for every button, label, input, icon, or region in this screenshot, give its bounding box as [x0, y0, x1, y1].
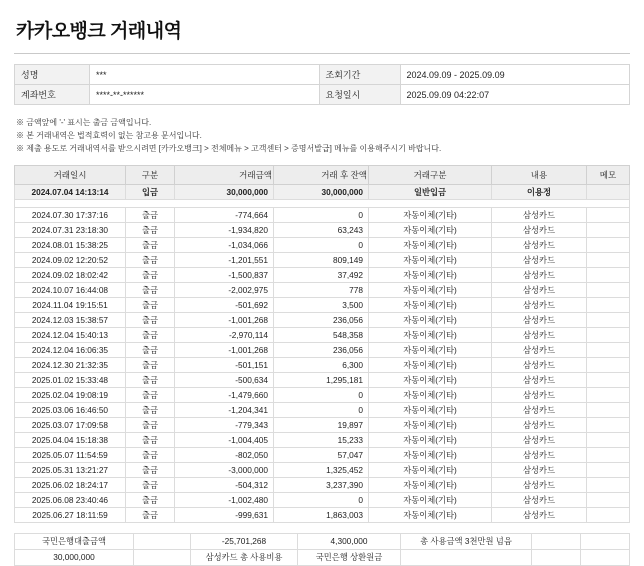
- cell-date: 2024.12.03 15:38:57: [15, 312, 126, 327]
- cell-kind: 출금: [126, 432, 175, 447]
- cell-date: 2025.03.06 16:46:50: [15, 402, 126, 417]
- transaction-table-body: [15, 184, 630, 522]
- cell-memo: [587, 312, 630, 327]
- summary-cell: [401, 549, 532, 565]
- cell-content: 삼성카드: [492, 462, 587, 477]
- column-header-balance: 거래 후 잔액: [274, 165, 369, 184]
- cell-kind: 출금: [126, 387, 175, 402]
- cell-memo: [587, 297, 630, 312]
- cell-content: 삼성카드: [492, 222, 587, 237]
- cell-content: 이용정: [492, 184, 587, 199]
- cell-date: 2025.03.07 17:09:58: [15, 417, 126, 432]
- cell-amount: -1,001,268: [175, 342, 274, 357]
- cell-kind: 출금: [126, 222, 175, 237]
- title-divider: [14, 53, 630, 54]
- cell-kind: 출금: [126, 282, 175, 297]
- cell-memo: [587, 237, 630, 252]
- cell-balance: 236,056: [274, 312, 369, 327]
- cell-content: 삼성카드: [492, 357, 587, 372]
- cell-kind: 출금: [126, 507, 175, 522]
- cell-date: 2025.05.31 13:21:27: [15, 462, 126, 477]
- cell-balance: 19,897: [274, 417, 369, 432]
- cell-content: 삼성카드: [492, 417, 587, 432]
- cell-amount: -3,000,000: [175, 462, 274, 477]
- cell-kind: 출금: [126, 417, 175, 432]
- table-row: [15, 357, 630, 372]
- info-row: [15, 85, 630, 105]
- cell-amount: -1,002,480: [175, 492, 274, 507]
- cell-type: 자동이체(기타): [369, 327, 492, 342]
- cell-date: 2024.09.02 18:02:42: [15, 267, 126, 282]
- cell-content: 삼성카드: [492, 312, 587, 327]
- cell-type: 자동이체(기타): [369, 477, 492, 492]
- cell-kind: 출금: [126, 462, 175, 477]
- summary-cell: [581, 549, 630, 565]
- cell-date: 2025.06.02 18:24:17: [15, 477, 126, 492]
- cell-content: 삼성카드: [492, 477, 587, 492]
- column-header-amount: 거래금액: [175, 165, 274, 184]
- cell-date: 2024.11.04 19:15:51: [15, 297, 126, 312]
- notice-line: ※ 본 거래내역은 법적효력이 없는 참고용 문서입니다.: [16, 131, 202, 141]
- cell-type: 자동이체(기타): [369, 492, 492, 507]
- summary-cell: 국민은행 상환원금: [298, 549, 401, 565]
- table-row: [15, 492, 630, 507]
- cell-type: 자동이체(기타): [369, 297, 492, 312]
- summary-cell: 4,300,000: [298, 533, 401, 549]
- cell-type: 자동이체(기타): [369, 342, 492, 357]
- cell-date: 2025.06.08 23:40:46: [15, 492, 126, 507]
- cell-type: 자동이체(기타): [369, 432, 492, 447]
- cell-content: 삼성카드: [492, 507, 587, 522]
- cell-balance: 809,149: [274, 252, 369, 267]
- cell-amount: -774,664: [175, 207, 274, 222]
- cell-balance: 548,358: [274, 327, 369, 342]
- cell-type: 자동이체(기타): [369, 372, 492, 387]
- cell-memo: [587, 477, 630, 492]
- cell-amount: -2,970,114: [175, 327, 274, 342]
- cell-content: 삼성카드: [492, 282, 587, 297]
- column-header-content: 내용: [492, 165, 587, 184]
- cell-amount: -501,692: [175, 297, 274, 312]
- cell-date: 2025.02.04 19:08:19: [15, 387, 126, 402]
- summary-row: [15, 549, 630, 565]
- cell-content: 삼성카드: [492, 492, 587, 507]
- cell-amount: -2,002,975: [175, 282, 274, 297]
- notice-line: ※ 금액앞에 '-' 표시는 출금 금액입니다.: [16, 118, 152, 127]
- cell-balance: 6,300: [274, 357, 369, 372]
- info-value-requested-at: 2025.09.09 04:22:07: [400, 85, 630, 105]
- cell-date: 2024.07.30 17:37:16: [15, 207, 126, 222]
- cell-content: 삼성카드: [492, 372, 587, 387]
- page-title: 카카오뱅크 거래내역: [16, 21, 182, 42]
- cell-balance: 0: [274, 207, 369, 222]
- column-header-date: 거래일시: [15, 165, 126, 184]
- cell-type: 자동이체(기타): [369, 267, 492, 282]
- cell-content: 삼성카드: [492, 387, 587, 402]
- cell-balance: 0: [274, 387, 369, 402]
- table-row: [15, 252, 630, 267]
- cell-memo: [587, 387, 630, 402]
- cell-type: 자동이체(기타): [369, 252, 492, 267]
- cell-amount: -1,204,341: [175, 402, 274, 417]
- table-header-row: [15, 165, 630, 184]
- account-info-table: [14, 64, 630, 105]
- info-value-name: ***: [90, 65, 320, 85]
- cell-date: 2025.06.27 18:11:59: [15, 507, 126, 522]
- cell-content: 삼성카드: [492, 342, 587, 357]
- summary-cell: 총 사용금액 3천만원 넘음: [401, 533, 532, 549]
- cell-content: 삼성카드: [492, 297, 587, 312]
- summary-cell: 국민은행대출금액: [15, 533, 134, 549]
- cell-content: 삼성카드: [492, 252, 587, 267]
- cell-kind: 출금: [126, 297, 175, 312]
- summary-cell: 30,000,000: [15, 549, 134, 565]
- cell-kind: 출금: [126, 402, 175, 417]
- cell-amount: -802,050: [175, 447, 274, 462]
- table-row: [15, 207, 630, 222]
- cell-type: 자동이체(기타): [369, 387, 492, 402]
- summary-cell: 삼성카드 총 사용비용: [191, 549, 298, 565]
- cell-balance: 3,237,390: [274, 477, 369, 492]
- cell-kind: 출금: [126, 237, 175, 252]
- table-row: [15, 387, 630, 402]
- cell-amount: 30,000,000: [175, 184, 274, 199]
- cell-type: 자동이체(기타): [369, 207, 492, 222]
- cell-type: 일반입금: [369, 184, 492, 199]
- cell-memo: [587, 222, 630, 237]
- cell-kind: 출금: [126, 342, 175, 357]
- cell-kind: 출금: [126, 267, 175, 282]
- table-row: [15, 447, 630, 462]
- cell-memo: [587, 507, 630, 522]
- cell-balance: 1,863,003: [274, 507, 369, 522]
- cell-balance: 3,500: [274, 297, 369, 312]
- summary-cell: [134, 533, 191, 549]
- summary-cell: [532, 533, 581, 549]
- cell-type: 자동이체(기타): [369, 357, 492, 372]
- cell-balance: 0: [274, 492, 369, 507]
- cell-memo: [587, 252, 630, 267]
- cell-kind: 출금: [126, 372, 175, 387]
- table-row: [15, 282, 630, 297]
- table-row: [15, 237, 630, 252]
- summary-cell: -25,701,268: [191, 533, 298, 549]
- cell-memo: [587, 432, 630, 447]
- cell-amount: -504,312: [175, 477, 274, 492]
- cell-amount: -1,500,837: [175, 267, 274, 282]
- cell-amount: -1,934,820: [175, 222, 274, 237]
- cell-balance: 1,295,181: [274, 372, 369, 387]
- cell-memo: [587, 372, 630, 387]
- cell-amount: -1,001,268: [175, 312, 274, 327]
- table-row: [15, 432, 630, 447]
- cell-memo: [587, 402, 630, 417]
- cell-amount: -501,151: [175, 357, 274, 372]
- cell-type: 자동이체(기타): [369, 237, 492, 252]
- cell-kind: 출금: [126, 492, 175, 507]
- cell-date: 2025.01.02 15:33:48: [15, 372, 126, 387]
- cell-amount: -1,004,405: [175, 432, 274, 447]
- info-label-account: 계좌번호: [15, 85, 90, 105]
- column-header-kind: 구분: [126, 165, 175, 184]
- cell-memo: [587, 327, 630, 342]
- notice-block: [16, 116, 630, 156]
- cell-type: 자동이체(기타): [369, 462, 492, 477]
- cell-content: 삼성카드: [492, 327, 587, 342]
- cell-memo: [587, 357, 630, 372]
- table-row: [15, 372, 630, 387]
- column-header-memo: 메모: [587, 165, 630, 184]
- cell-content: 삼성카드: [492, 447, 587, 462]
- cell-type: 자동이체(기타): [369, 282, 492, 297]
- info-label-requested-at: 요청일시: [319, 85, 400, 105]
- cell-type: 자동이체(기타): [369, 447, 492, 462]
- cell-memo: [587, 207, 630, 222]
- summary-row: [15, 533, 630, 549]
- cell-balance: 15,233: [274, 432, 369, 447]
- cell-date: 2024.07.04 14:13:14: [15, 184, 126, 199]
- cell-memo: [587, 282, 630, 297]
- cell-memo: [587, 462, 630, 477]
- table-row: [15, 267, 630, 282]
- cell-type: 자동이체(기타): [369, 507, 492, 522]
- table-row: [15, 327, 630, 342]
- cell-balance: 778: [274, 282, 369, 297]
- cell-date: 2024.09.02 12:20:52: [15, 252, 126, 267]
- cell-date: 2024.12.30 21:32:35: [15, 357, 126, 372]
- table-row: [15, 312, 630, 327]
- info-label-period: 조회기간: [319, 65, 400, 85]
- cell-memo: [587, 184, 630, 199]
- cell-balance: 0: [274, 237, 369, 252]
- cell-kind: 출금: [126, 312, 175, 327]
- table-spacer-row: [15, 199, 630, 207]
- table-row: [15, 184, 630, 199]
- cell-content: 삼성카드: [492, 237, 587, 252]
- cell-amount: -999,631: [175, 507, 274, 522]
- info-label-name: 성명: [15, 65, 90, 85]
- cell-balance: 37,492: [274, 267, 369, 282]
- cell-kind: 출금: [126, 207, 175, 222]
- cell-memo: [587, 342, 630, 357]
- cell-type: 자동이체(기타): [369, 312, 492, 327]
- cell-date: 2025.05.07 11:54:59: [15, 447, 126, 462]
- column-header-type: 거래구분: [369, 165, 492, 184]
- cell-kind: 출금: [126, 252, 175, 267]
- summary-cell: [532, 549, 581, 565]
- cell-kind: 출금: [126, 357, 175, 372]
- cell-kind: 출금: [126, 477, 175, 492]
- cell-kind: 입금: [126, 184, 175, 199]
- cell-amount: -779,343: [175, 417, 274, 432]
- summary-cell: [581, 533, 630, 549]
- info-row: [15, 65, 630, 85]
- table-row: [15, 462, 630, 477]
- table-row: [15, 507, 630, 522]
- cell-type: 자동이체(기타): [369, 417, 492, 432]
- cell-memo: [587, 492, 630, 507]
- table-row: [15, 417, 630, 432]
- cell-balance: 63,243: [274, 222, 369, 237]
- table-row: [15, 477, 630, 492]
- info-value-period: 2024.09.09 - 2025.09.09: [400, 65, 630, 85]
- cell-amount: -500,634: [175, 372, 274, 387]
- cell-balance: 1,325,452: [274, 462, 369, 477]
- cell-content: 삼성카드: [492, 402, 587, 417]
- cell-balance: 0: [274, 402, 369, 417]
- cell-kind: 출금: [126, 327, 175, 342]
- cell-balance: 236,056: [274, 342, 369, 357]
- table-row: [15, 402, 630, 417]
- table-row: [15, 222, 630, 237]
- cell-type: 자동이체(기타): [369, 222, 492, 237]
- cell-amount: -1,034,066: [175, 237, 274, 252]
- cell-memo: [587, 447, 630, 462]
- cell-date: 2024.10.07 16:44:08: [15, 282, 126, 297]
- cell-date: 2024.12.04 16:06:35: [15, 342, 126, 357]
- cell-date: 2024.12.04 15:40:13: [15, 327, 126, 342]
- cell-content: 삼성카드: [492, 432, 587, 447]
- cell-memo: [587, 267, 630, 282]
- table-row: [15, 342, 630, 357]
- cell-date: 2024.07.31 23:18:30: [15, 222, 126, 237]
- cell-kind: 출금: [126, 447, 175, 462]
- cell-content: 삼성카드: [492, 267, 587, 282]
- transaction-table: [14, 165, 630, 523]
- cell-date: 2024.08.01 15:38:25: [15, 237, 126, 252]
- info-value-account: ****-**-******: [90, 85, 320, 105]
- summary-table: [14, 533, 630, 566]
- cell-content: 삼성카드: [492, 207, 587, 222]
- cell-memo: [587, 417, 630, 432]
- table-row: [15, 297, 630, 312]
- cell-amount: -1,201,551: [175, 252, 274, 267]
- notice-line: ※ 제출 용도로 거래내역서를 받으시려면 [카카오뱅크] > 전체메뉴 > 고객센터 > 증명서발급] 메뉴를 이용해주시기 바랍니다.: [16, 144, 442, 154]
- cell-type: 자동이체(기타): [369, 402, 492, 417]
- cell-balance: 57,047: [274, 447, 369, 462]
- table-spacer-cell: [15, 199, 630, 207]
- cell-amount: -1,479,660: [175, 387, 274, 402]
- cell-date: 2025.04.04 15:18:38: [15, 432, 126, 447]
- summary-cell: [134, 549, 191, 565]
- cell-balance: 30,000,000: [274, 184, 369, 199]
